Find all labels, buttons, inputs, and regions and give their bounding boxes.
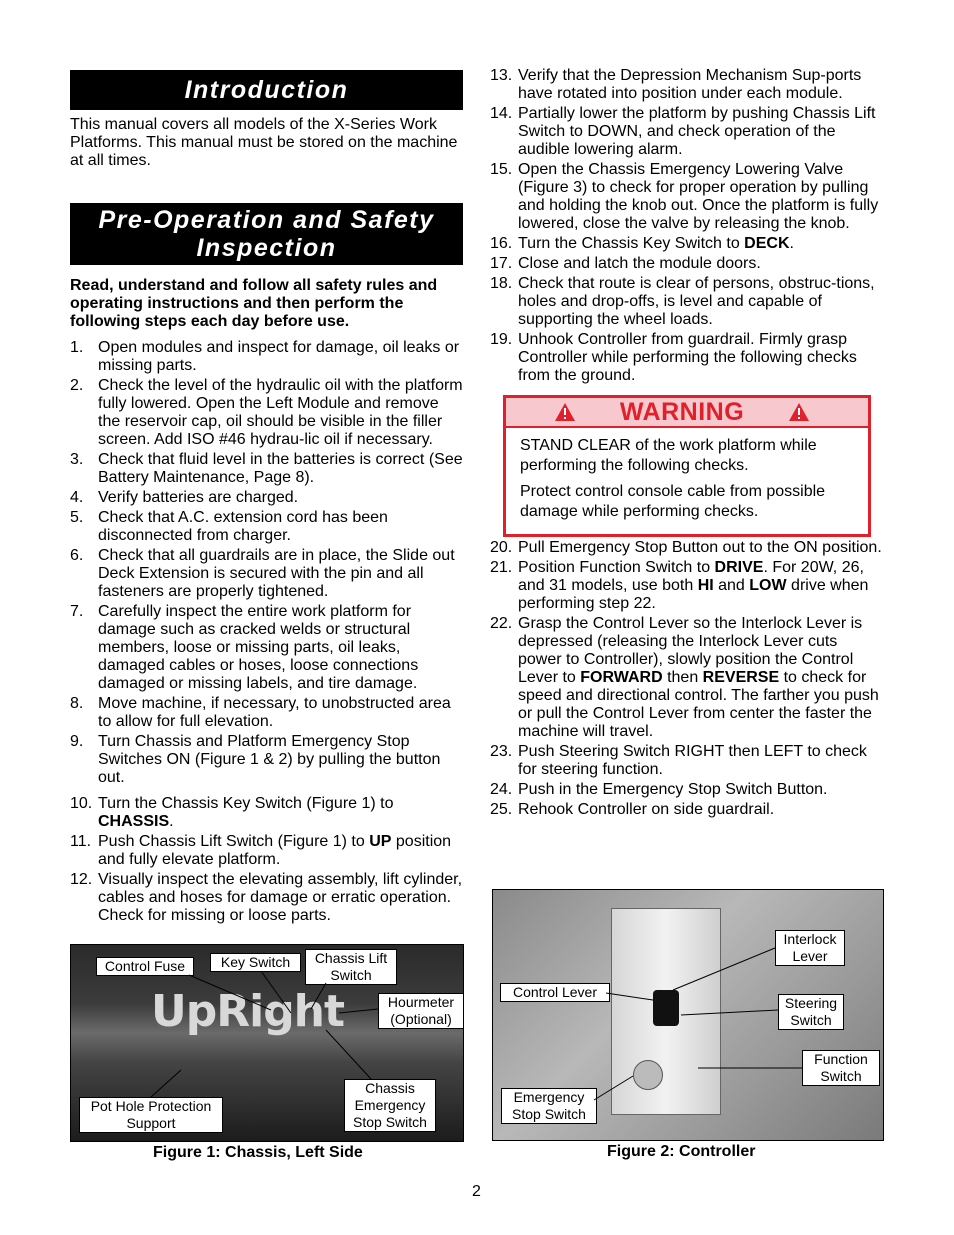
safety-intro-paragraph: Read, understand and follow all safety rules and operating instructions and then perform the following steps each day before use.	[70, 277, 438, 330]
callout-chassis-lift-switch: Chassis Lift Switch	[305, 949, 397, 985]
step-item: 24. Push in the Emergency Stop Switch Button.	[490, 781, 828, 798]
step-item: 6. Check that all guardrails are in place, the Slide out Deck Extension is secured with the pin and all fasteners are properly tightened.	[70, 547, 455, 600]
callout-chassis-emergency-stop: Chassis Emergency Stop Switch	[344, 1079, 436, 1132]
left-column	[70, 70, 463, 927]
intro-paragraph: This manual covers all models of the X-Series Work Platforms. This manual must be stored on the machine at all times.	[70, 116, 458, 169]
figure-1-leader-lines	[71, 945, 463, 1141]
figure-2-controller-photo	[492, 889, 884, 1141]
warning-text-2: Protect control console cable from possible damage while performing checks.	[520, 483, 826, 520]
step-item: 13. Verify that the Depression Mechanism Sup-ports have rotated into position under each module.	[490, 67, 862, 102]
step-item: 5. Check that A.C. extension cord has been disconnected from charger.	[70, 509, 388, 544]
callout-steering-switch: Steering Switch	[778, 994, 844, 1030]
step-item: 9. Turn Chassis and Platform Emergency Stop Switches ON (Figure 1 & 2) by pulling the button out.	[70, 733, 441, 786]
pre-operation-heading: Pre-Operation and Safety Inspection	[70, 203, 463, 265]
step-item: 17. Close and latch the module doors.	[490, 255, 761, 272]
right-step-list-c	[490, 539, 882, 741]
figure-2-leader-lines	[493, 890, 883, 1140]
right-step-16	[490, 235, 882, 253]
step-item: 15. Open the Chassis Emergency Lowering Valve (Figure 3) to check for proper operation by pulling and holding the knob out. Once the platform is fully lowered, close the valve by releasing the knob.	[490, 161, 879, 232]
right-step-list-a	[490, 67, 882, 233]
callout-hourmeter: Hourmeter (Optional)	[378, 993, 464, 1029]
step-item: 8. Move machine, if necessary, to unobstructed area to allow for full elevation.	[70, 695, 451, 730]
step-item: 4. Verify batteries are charged.	[70, 489, 299, 506]
callout-emergency-stop-switch: Emergency Stop Switch	[501, 1088, 597, 1124]
step-item: 3. Check that fluid level in the batteries is correct (See Battery Maintenance, Page 8).	[70, 451, 463, 486]
warning-text-1: STAND CLEAR of the work platform while performing the following checks.	[520, 437, 817, 474]
figure-2-caption: Figure 2: Controller	[607, 1143, 756, 1160]
callout-control-lever: Control Lever	[500, 983, 610, 1002]
step-item: 25. Rehook Controller on side guardrail.	[490, 801, 775, 818]
warning-body	[506, 428, 868, 534]
step-item: 21. Position Function Switch to DRIVE. For 20W, 26, and 31 models, use both HI and LOW drive when performing step 22.	[490, 559, 869, 612]
step-item: 22. Grasp the Control Lever so the Interlock Lever is depressed (releasing the Interlock Lever cuts power to Controller), slowly position the Control Lever to FORWARD then REVERSE to check for speed and directional control. The farther you push or pull the Control Lever from center the faster the machine will travel.	[490, 615, 879, 740]
warning-box	[503, 395, 871, 537]
warning-triangle-icon	[788, 402, 810, 422]
callout-function-switch: Function Switch	[802, 1050, 880, 1086]
step-item: 12. Visually inspect the elevating assembly, lift cylinder, cables and hoses for damage or erratic operation. Check for missing or loose parts.	[70, 871, 463, 924]
figure-1-caption: Figure 1: Chassis, Left Side	[153, 1144, 363, 1161]
step-item: 20. Pull Emergency Stop Button out to the ON position.	[490, 539, 882, 556]
callout-pot-hole-support: Pot Hole Protection Support	[79, 1097, 223, 1133]
step-item: 11. Push Chassis Lift Switch (Figure 1) to UP position and fully elevate platform.	[70, 833, 452, 868]
right-step-list-b	[490, 255, 882, 385]
left-step-list-cont	[70, 795, 463, 925]
step-item: 1. Open modules and inspect for damage, oil leaks or missing parts.	[70, 339, 460, 374]
step-item: 2. Check the level of the hydraulic oil with the platform fully lowered. Open the Left Module and remove the reservoir cap, oil should be visible in the filler screen. Add ISO #46 hydrau-lic oil if necessary.	[70, 377, 463, 448]
step-item: 23. Push Steering Switch RIGHT then LEFT to check for steering function.	[490, 743, 867, 778]
step-item: 16. Turn the Chassis Key Switch to DECK.	[490, 235, 794, 252]
step-item: 7. Carefully inspect the entire work platform for damage such as cracked welds or structural members, loose or missing parts, oil leaks, damaged cables or hoses, loose connections damaged or missing labels, and tire damage.	[70, 603, 419, 692]
callout-key-switch: Key Switch	[210, 953, 301, 972]
warning-title: WARNING	[619, 398, 745, 426]
right-column	[490, 67, 882, 821]
left-step-list	[70, 339, 463, 787]
callout-control-fuse: Control Fuse	[96, 957, 194, 976]
callout-interlock-lever: Interlock Lever	[775, 930, 845, 966]
figure-1-chassis-photo	[70, 944, 464, 1142]
upright-logo: UpRight	[151, 986, 345, 1037]
step-item: 19. Unhook Controller from guardrail. Firmly grasp Controller while performing the following checks from the ground.	[490, 331, 857, 384]
step-item: 14. Partially lower the platform by pushing Chassis Lift Switch to DOWN, and check operation of the audible lowering alarm.	[490, 105, 876, 158]
warning-header	[506, 398, 868, 428]
page-number: 2	[472, 1183, 481, 1200]
step-item: 10. Turn the Chassis Key Switch (Figure 1) to CHASSIS.	[70, 795, 394, 830]
right-step-list-d	[490, 743, 882, 819]
step-item: 18. Check that route is clear of persons, obstruc-tions, holes and drop-offs, is level and capable of supporting the wheel loads.	[490, 275, 875, 328]
warning-triangle-icon	[554, 402, 576, 422]
introduction-heading: Introduction	[70, 70, 463, 110]
